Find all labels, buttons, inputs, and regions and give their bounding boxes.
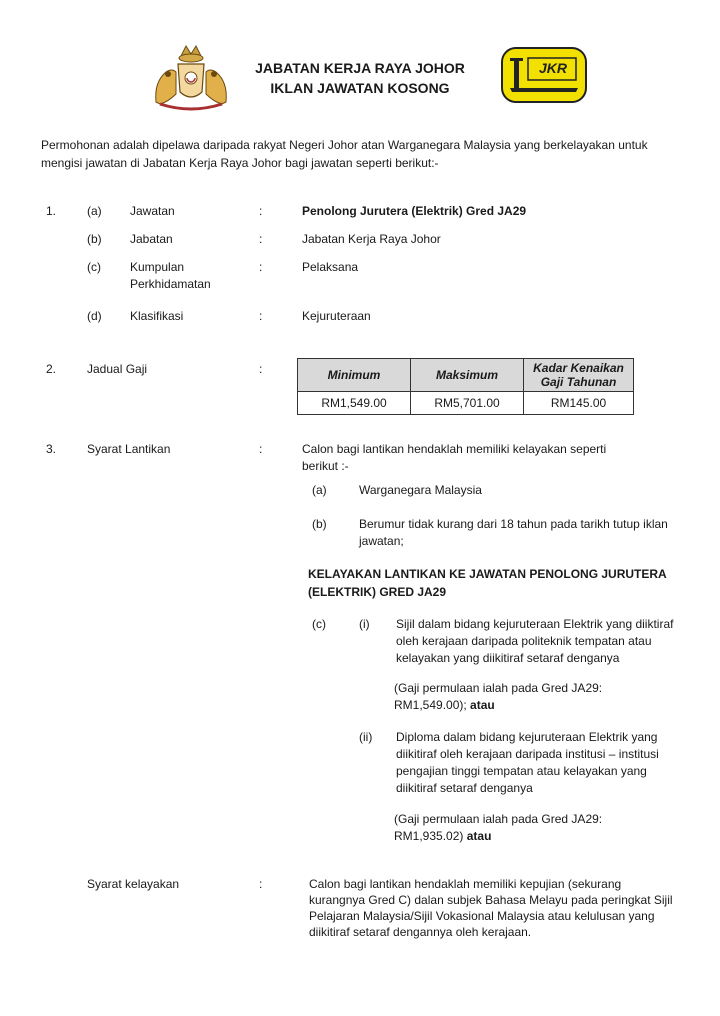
colon: :: [259, 260, 263, 274]
salary-note-ii-line: RM1,935.02): [394, 829, 464, 843]
colon: :: [259, 442, 263, 456]
qualification-i-line: kelayakan yang diikitiraf setaraf denganya: [396, 651, 620, 665]
item1-label-jabatan: Jabatan: [130, 232, 173, 246]
johor-crest: [146, 42, 236, 114]
syarat-intro-line: Calon bagi lantikan hendaklah memiliki kelayakan seperti: [302, 442, 607, 456]
colon: :: [259, 309, 263, 323]
syarat-lantikan-label: Syarat Lantikan: [87, 442, 171, 456]
item1-value-kumpulan: Pelaksana: [302, 260, 359, 274]
syarat-kelayakan-line: Pelajaran Malaysia/Sijil Vokasional Malaysia atau kelulusan yang: [309, 909, 655, 923]
jkr-logo: [500, 44, 590, 106]
item3-text-a: Warganegara Malaysia: [359, 483, 482, 497]
header-minimum: Minimum: [298, 359, 411, 392]
roman-ii: (ii): [359, 730, 373, 744]
item1-letter-c: (c): [87, 260, 101, 274]
jadual-gaji-label: Jadual Gaji: [87, 362, 148, 376]
kelayakan-heading: KELAYAKAN LANTIKAN KE JAWATAN PENOLONG JURUTERA: [308, 567, 667, 581]
jkr-logo-text: JKR: [538, 60, 567, 76]
item1-label-jawatan: Jawatan: [130, 204, 175, 218]
item1-letter-a: (a): [87, 204, 102, 218]
syarat-kelayakan-line: kurangnya Gred C) dalan subjek Bahasa Melayu pada peringkat Sijil: [309, 893, 673, 907]
syarat-kelayakan-line: diikitiraf setaraf dengannya oleh kerajaan.: [309, 925, 532, 939]
cell-maksimum: RM5,701.00: [411, 392, 524, 415]
item1-value-jawatan: Penolong Jurutera (Elektrik) Gred JA29: [302, 204, 527, 218]
item1-label-klasifikasi: Klasifikasi: [130, 309, 184, 323]
item-number: 2.: [46, 362, 57, 376]
item1-value-klasifikasi: Kejuruteraan: [302, 309, 371, 323]
colon: :: [259, 877, 263, 891]
salary-note-ii-atau: atau: [466, 829, 492, 843]
item1-label-kumpulan-2: Perkhidamatan: [130, 277, 211, 291]
table-header-row: [298, 359, 634, 392]
syarat-kelayakan-line: Calon bagi lantikan hendaklah memiliki kepujian (sekurang: [309, 877, 622, 891]
crest-icon: [146, 42, 236, 114]
cell-kadar: RM145.00: [524, 392, 634, 415]
syarat-intro-line: berikut :-: [302, 459, 349, 473]
salary-note-i-atau: atau: [470, 698, 495, 712]
item1-value-jabatan: Jabatan Kerja Raya Johor: [302, 232, 441, 246]
qualification-ii-line: pengajian tinggi tempatan atau kelayakan yang: [396, 764, 647, 778]
colon: :: [259, 362, 263, 376]
header-kadar-kenaikan: [524, 359, 634, 392]
salary-note-i-line: (Gaji permulaan ialah pada Gred JA29:: [394, 681, 603, 695]
qualification-ii-line: diikitiraf oleh kerajaan daripada institusi – institusi: [396, 747, 659, 761]
syarat-kelayakan-label: Syarat kelayakan: [87, 877, 180, 891]
qualification-ii-line: Diploma dalam bidang kejuruteraan Elektrik yang: [396, 730, 658, 744]
intro-line: mengisi jawatan di Jabatan Kerja Raya Johor bagi jawatan seperti berikut:-: [41, 156, 439, 170]
salary-note-i-line: RM1,549.00);: [394, 698, 467, 712]
item3-letter-a: (a): [312, 483, 327, 497]
header-maksimum: Maksimum: [411, 359, 524, 392]
header-kadar-line1: Kadar Kenaikan: [533, 361, 624, 375]
item-number: 1.: [46, 204, 57, 218]
page-title: JABATAN KERJA RAYA JOHOR: [255, 60, 465, 76]
salary-note-ii-line: (Gaji permulaan ialah pada Gred JA29:: [394, 812, 603, 826]
item1-letter-d: (d): [87, 309, 102, 323]
qualification-ii-line: diikitiraf setaraf denganya: [396, 781, 533, 795]
qualification-i-line: Sijil dalam bidang kejuruteraan Elektrik yang diiktiraf: [396, 617, 674, 631]
qualification-i-line: oleh kerajaan daripada politeknik tempatan atau: [396, 634, 652, 648]
salary-table: [297, 358, 634, 415]
cell-minimum: RM1,549.00: [298, 392, 411, 415]
item1-label-kumpulan: Kumpulan: [130, 260, 185, 274]
item3-text-b-line: Berumur tidak kurang dari 18 tahun pada tarikh tutup iklan: [359, 517, 668, 531]
item1-letter-b: (b): [87, 232, 102, 246]
header-kadar-line2: Gaji Tahunan: [540, 375, 617, 389]
intro-line: Permohonan adalah dipelawa daripada rakyat Negeri Johor atan Warganegara Malaysia yang berkelayakan untuk: [41, 138, 648, 152]
table-row: [298, 392, 634, 415]
page-subtitle: IKLAN JAWATAN KOSONG: [270, 80, 450, 96]
kelayakan-heading: (ELEKTRIK) GRED JA29: [308, 585, 447, 599]
item3-letter-b: (b): [312, 517, 327, 531]
roman-i: (i): [359, 617, 370, 631]
colon: :: [259, 204, 263, 218]
item-number: 3.: [46, 442, 57, 456]
colon: :: [259, 232, 263, 246]
item3-text-b-line: jawatan;: [359, 534, 404, 548]
item3-letter-c: (c): [312, 617, 326, 631]
